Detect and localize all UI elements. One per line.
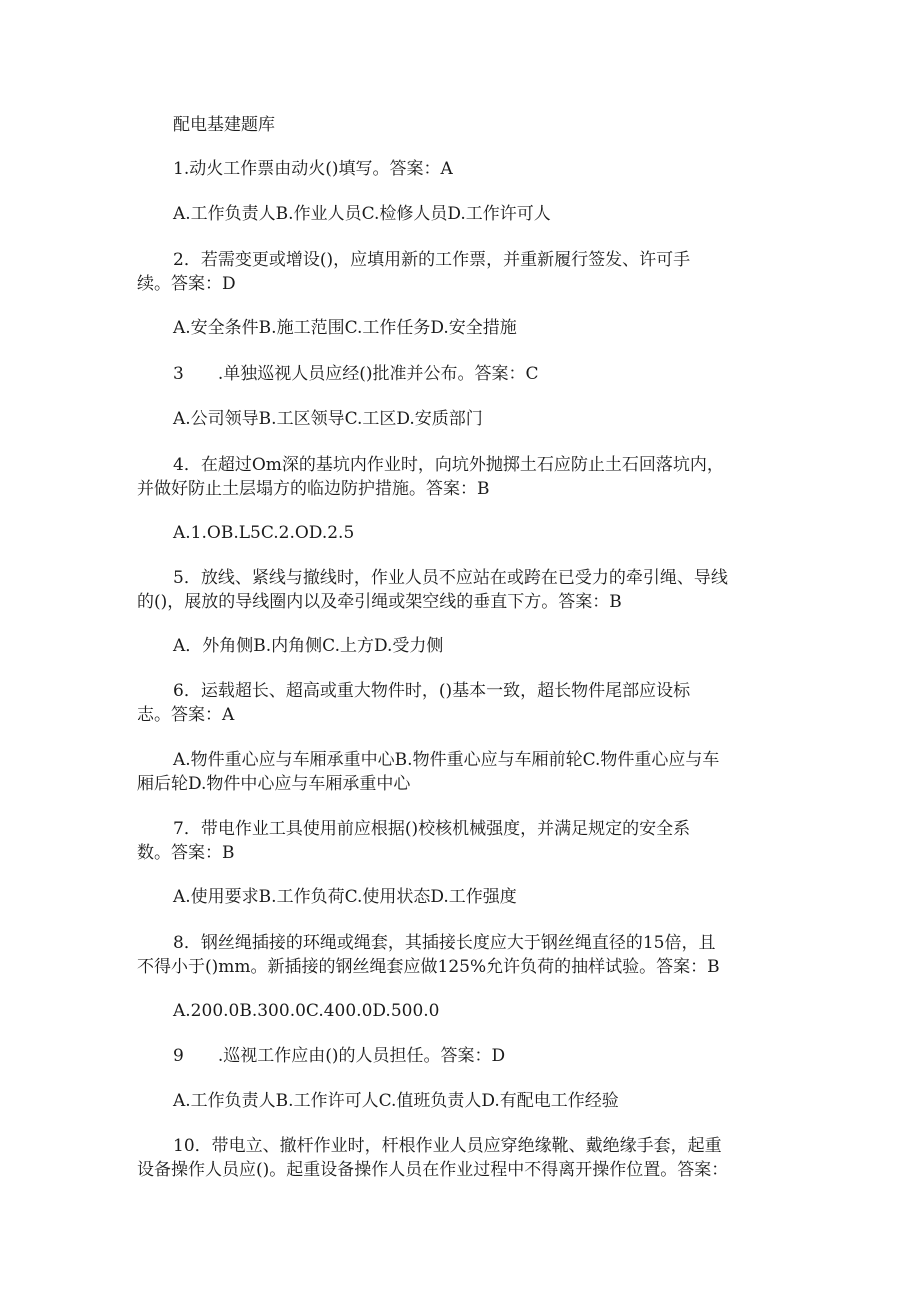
question-7-options-line-1: A.使用要求B.工作负荷C.使用状态D.工作强度: [173, 887, 517, 907]
question-3-line-1: 3 .单独巡视人员应经()批准并公布。答案：C: [173, 364, 539, 384]
question-10-line-1: 10．带电立、撤杆作业时，杆根作业人员应穿绝缘靴、戴绝缘手套，起重: [173, 1136, 722, 1156]
question-2-line-2: 续。答案：D: [137, 274, 236, 294]
question-5-line-2: 的()，展放的导线圈内以及牵引绳或架空线的垂直下方。答案：B: [137, 592, 622, 612]
question-1-options-line-1: A.工作负责人B.作业人员C.检修人员D.工作许可人: [173, 204, 551, 224]
question-5-options-line-1: A．外角侧B.内角侧C.上方D.受力侧: [173, 636, 444, 656]
question-2-options-line-1: A.安全条件B.施工范围C.工作任务D.安全措施: [173, 318, 517, 338]
question-1-line-1: 1.动火工作票由动火()填写。答案：A: [173, 159, 453, 179]
question-6-options-line-2: 厢后轮D.物件中心应与车厢承重中心: [137, 774, 411, 794]
question-4-options-line-1: A.1.OB.L5C.2.OD.2.5: [173, 523, 355, 543]
question-6-options-line-1: A.物件重心应与车厢承重中心B.物件重心应与车厢前轮C.物件重心应与车: [173, 750, 720, 770]
question-5-line-1: 5．放线、紧线与撤线时，作业人员不应站在或跨在已受力的牵引绳、导线: [173, 568, 728, 588]
question-9-line-1: 9 .巡视工作应由()的人员担任。答案：D: [173, 1046, 506, 1066]
question-3-options-line-1: A.公司领导B.工区领导C.工区D.安质部门: [173, 409, 483, 429]
question-8-options-line-1: A.200.0B.300.0C.400.0D.500.0: [173, 1001, 440, 1021]
question-9-options-line-1: A.工作负责人B.工作许可人C.值班负责人D.有配电工作经验: [173, 1091, 619, 1111]
document-title: 配电基建题库: [173, 115, 275, 135]
question-2-line-1: 2．若需变更或增设()，应填用新的工作票，并重新履行签发、许可手: [173, 250, 691, 270]
question-10-line-2: 设备操作人员应()。起重设备操作人员在作业过程中不得离开操作位置。答案：: [137, 1160, 729, 1180]
question-4-line-2: 并做好防止土层塌方的临边防护措施。答案：B: [137, 479, 490, 499]
question-8-line-2: 不得小于()mm。新插接的钢丝绳套应做125%允许负荷的抽样试验。答案：B: [137, 957, 720, 977]
question-4-line-1: 4．在超过Om深的基坑内作业时，向坑外抛掷土石应防止土石回落坑内，: [173, 455, 724, 475]
question-8-line-1: 8．钢丝绳插接的环绳或绳套，其插接长度应大于钢丝绳直径的15倍，且: [173, 933, 716, 953]
question-7-line-1: 7．带电作业工具使用前应根据()校核机械强度，并满足规定的安全系: [173, 819, 691, 839]
question-7-line-2: 数。答案：B: [137, 843, 235, 863]
question-6-line-1: 6．运载超长、超高或重大物件时，()基本一致，超长物件尾部应设标: [173, 681, 691, 701]
question-6-line-2: 志。答案：A: [137, 705, 235, 725]
